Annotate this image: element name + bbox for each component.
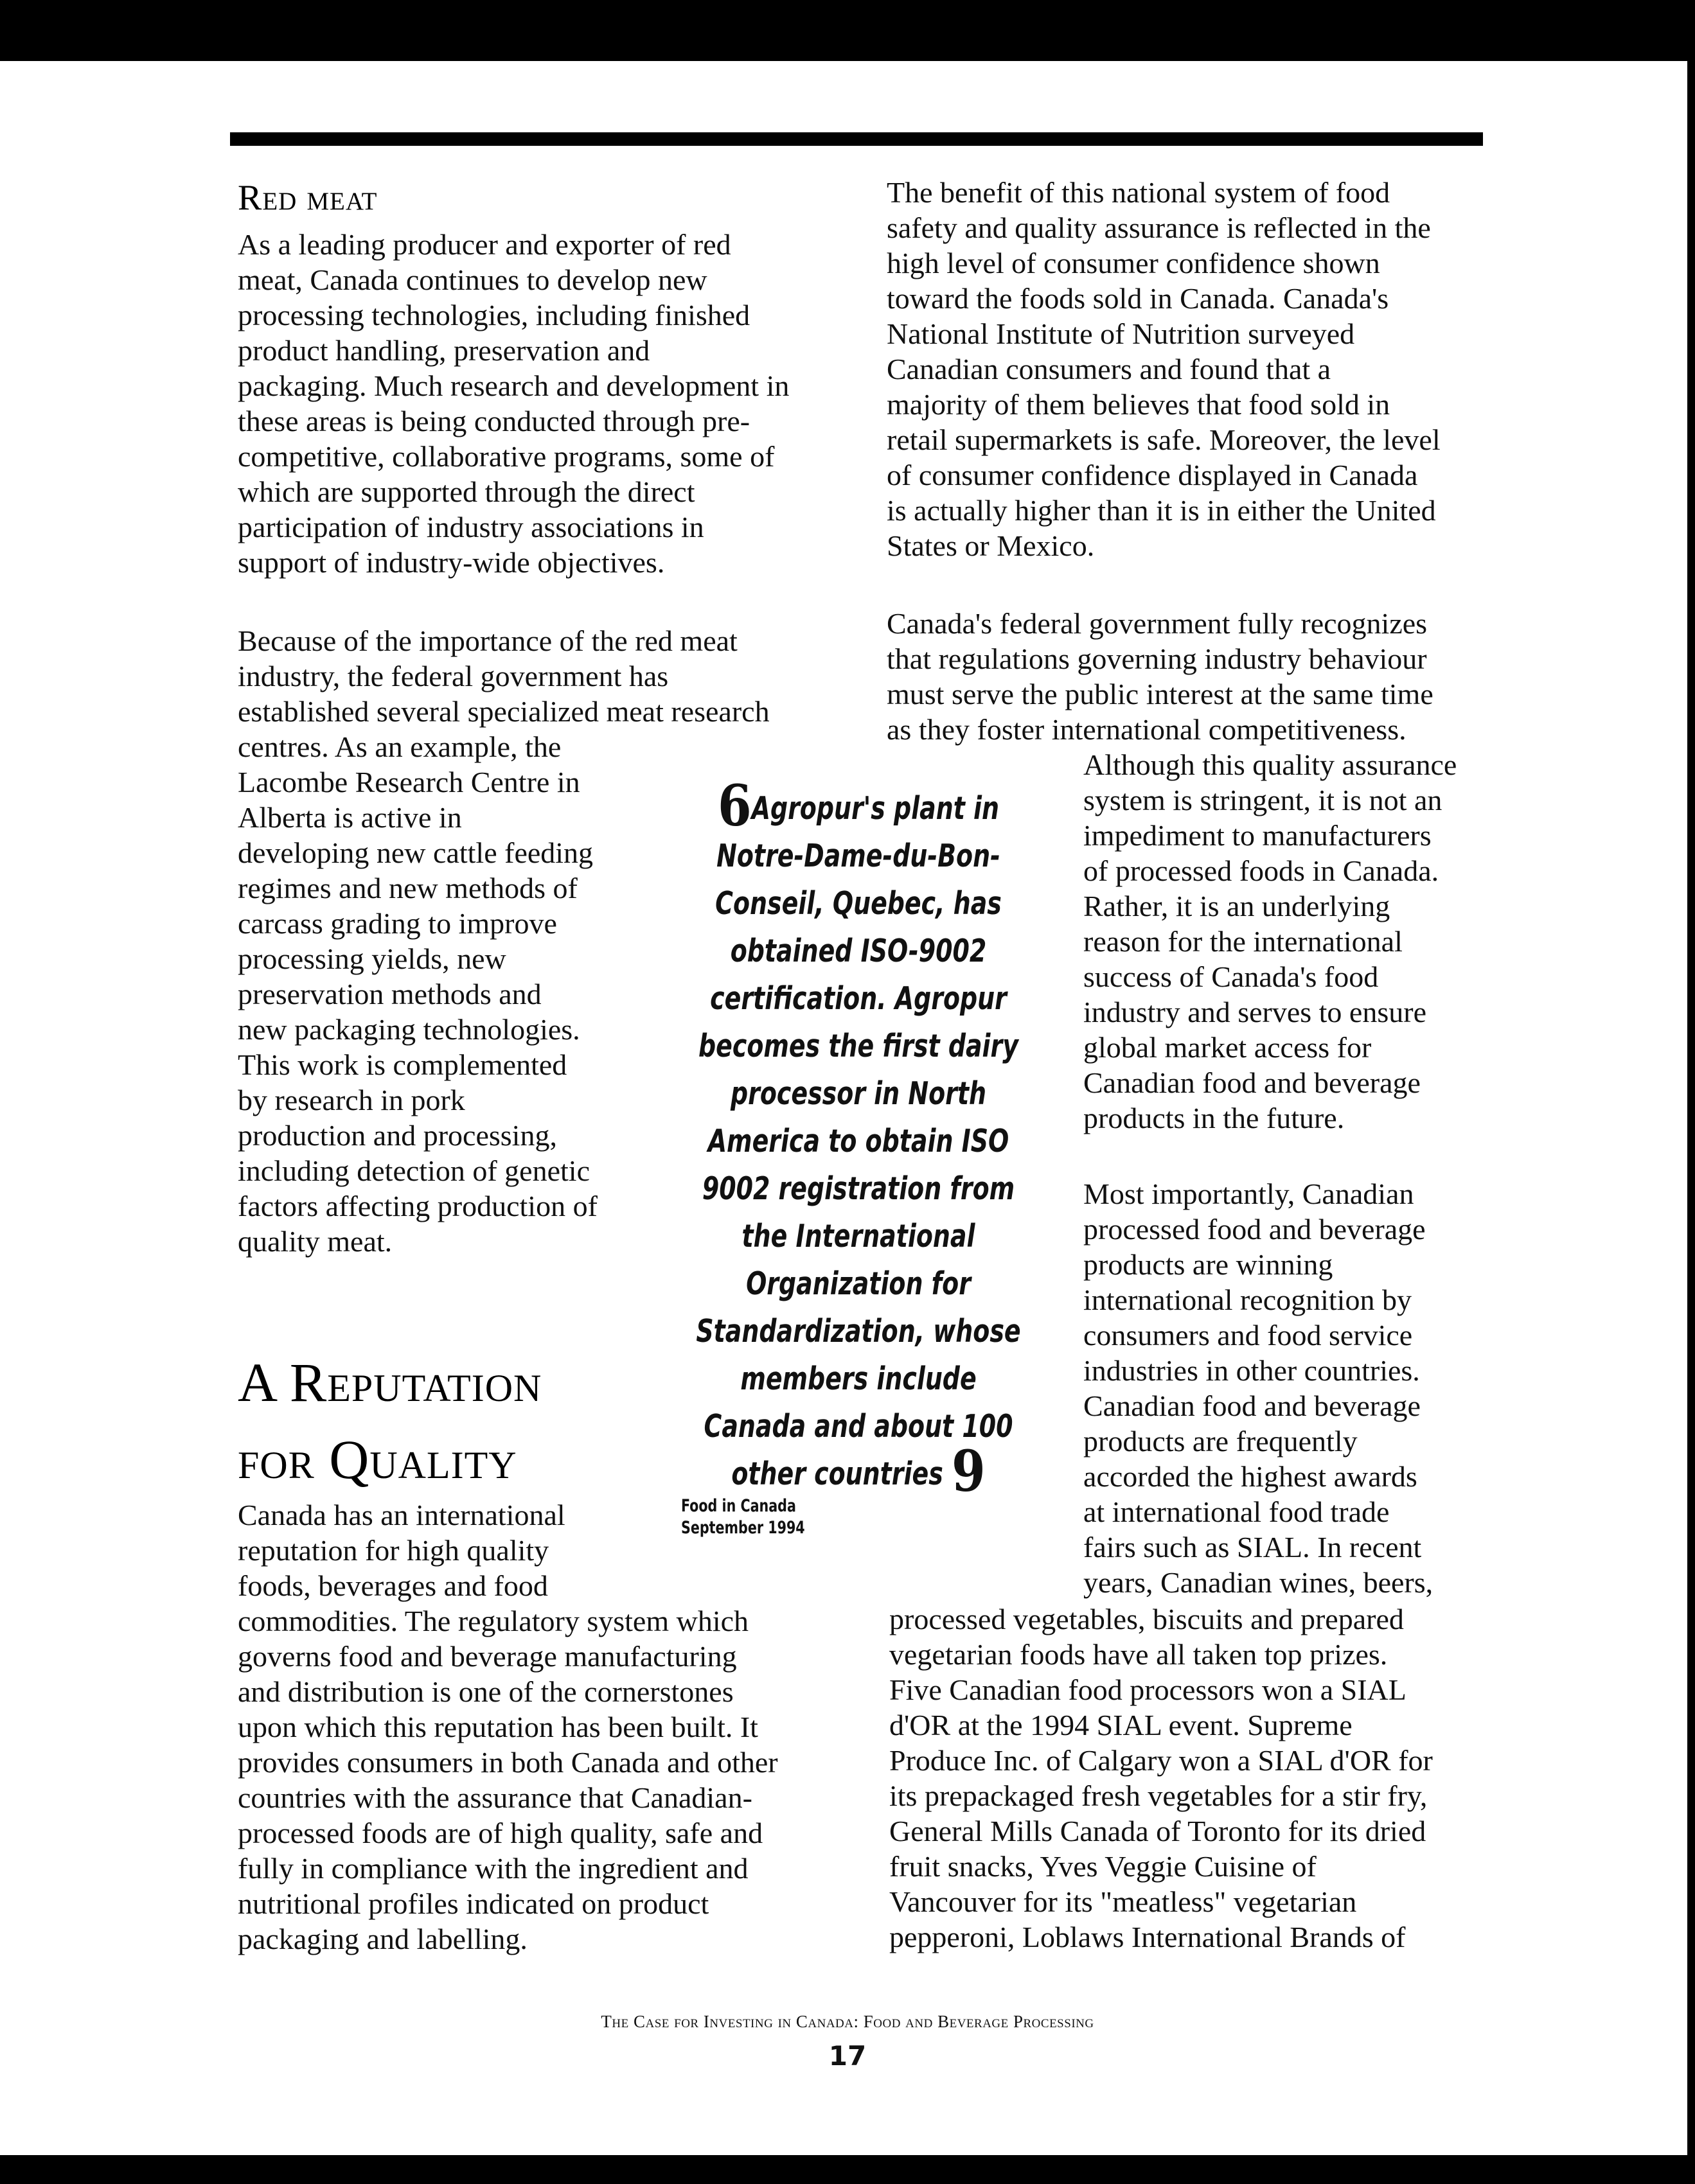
federal-paragraph: [887, 606, 1491, 747]
most-importantly-paragraph-text-b: processed vegetables, biscuits and prepared vegetarian foods have all taken top prizes. Five Canadian food processors won a SIAL d'OR at the 1994 SIAL event. Supreme Produce Inc. of Calgary won a SIAL d'OR for its prepackaged fresh vegetables for a stir fry, General Mills Canada of Toronto for its dried fruit snacks, Yves Veggie Cuisine of Vancouver for its "meatless" vegetarian pepperoni, Loblaws International Brands of: [889, 1603, 1433, 1953]
reputation-heading: A Reputation for Quality: [238, 1352, 542, 1490]
red-meat-paragraph-1: [238, 227, 842, 580]
red-meat-paragraph-2-narrow: [238, 729, 649, 1259]
close-quote-mark: 9: [951, 1438, 986, 1504]
most-importantly-paragraph-narrow: [1083, 1176, 1495, 1600]
most-importantly-paragraph: [889, 1601, 1493, 1955]
quality-assurance-paragraph: [1083, 747, 1495, 1136]
pull-quote-text: Agropur's plant in Notre-Dame-du-Bon-Conseil, Quebec, has obtained ISO-9002 certification. Agropur becomes the first dairy processor in North America to obtain ISO 9002 registration from the International Organization for Standardization, whose members include Canada and about 100 other countries: [696, 790, 1021, 1492]
red-meat-paragraph-1-text: As a leading producer and exporter of red meat, Canada continues to develop new processing technologies, including finished product handling, preservation and packaging. Much research and development in these areas is being conducted through pre- competitive, collaborative programs, some of which are supported through the direct participation of industry associations in support of industry-wide objectives.: [238, 228, 790, 579]
reputation-paragraph: [238, 1603, 842, 1957]
pull-quote: [693, 772, 1024, 1504]
most-importantly-paragraph-text-a: Most importantly, Canadian processed food and beverage products are winning international recognition by consumers and food service industries in other countries. Canadian food and beverage products are frequently accorded the highest awards at international food trade fairs such as SIAL. In recent years, Canadian wines, beers,: [1083, 1177, 1433, 1599]
pull-quote-source: Food in Canada September 1994: [681, 1496, 805, 1538]
red-meat-paragraph-2-text-a: Because of the importance of the red meat industry, the federal government has established several specialized meat research: [238, 624, 770, 728]
quality-assurance-paragraph-text: Although this quality assurance system is stringent, it is not an impediment to manufacturers of processed foods in Canada. Rather, it is an underlying reason for the international success of Canada's food industry and serves to ensure global market access for Canadian food and beverage products in the future.: [1083, 748, 1457, 1134]
reputation-paragraph-text-a: Canada has an international reputation for high quality foods, beverages and food: [238, 1499, 565, 1602]
reputation-paragraph-text-b: commodities. The regulatory system which governs food and beverage manufacturing and distribution is one of the cornerstones upon which this reputation has been built. It provides consumers in both Canada and other countries with the assurance that Canadian- processed foods are of high quality, safe and fully in compliance with the ingredient and nutritional profiles indicated on product packaging and labelling.: [238, 1605, 778, 1955]
benefit-paragraph-text: The benefit of this national system of food safety and quality assurance is reflected in the high level of consumer confidence shown toward the foods sold in Canada. Canada's National Institute of Nutrition surveyed Canadian consumers and found that a majority of them believes that food sold in retail supermarkets is safe. Moreover, the level of consumer confidence displayed in Canada is actually higher than it is in either the United States or Mexico.: [887, 176, 1441, 562]
page-number: 17: [828, 2040, 867, 2072]
red-meat-paragraph-2: [238, 623, 842, 729]
scan-border-right: [1687, 0, 1695, 2184]
benefit-paragraph: [887, 175, 1491, 563]
reputation-paragraph-narrow: [238, 1497, 623, 1603]
federal-paragraph-text: Canada's federal government fully recognizes that regulations governing industry behaviour must serve the public interest at the same time as they foster international competitiveness.: [887, 607, 1433, 746]
open-quote-mark: 6: [717, 772, 752, 839]
scan-border-top: [0, 0, 1695, 61]
scan-border-bottom: [0, 2155, 1695, 2184]
red-meat-paragraph-2-text-b: centres. As an example, the Lacombe Research Centre in Alberta is active in developing new cattle feeding regimes and new methods of carcass grading to improve processing yields, new preservation methods and new packaging technologies. This work is complemented by research in pork production and processing, including detection of genetic factors affecting production of quality meat.: [238, 730, 598, 1258]
running-footer: The Case for Investing in Canada: Food and Beverage Processing: [601, 2012, 1094, 2031]
red-meat-heading: Red meat: [238, 178, 378, 218]
header-rule: [230, 132, 1483, 146]
